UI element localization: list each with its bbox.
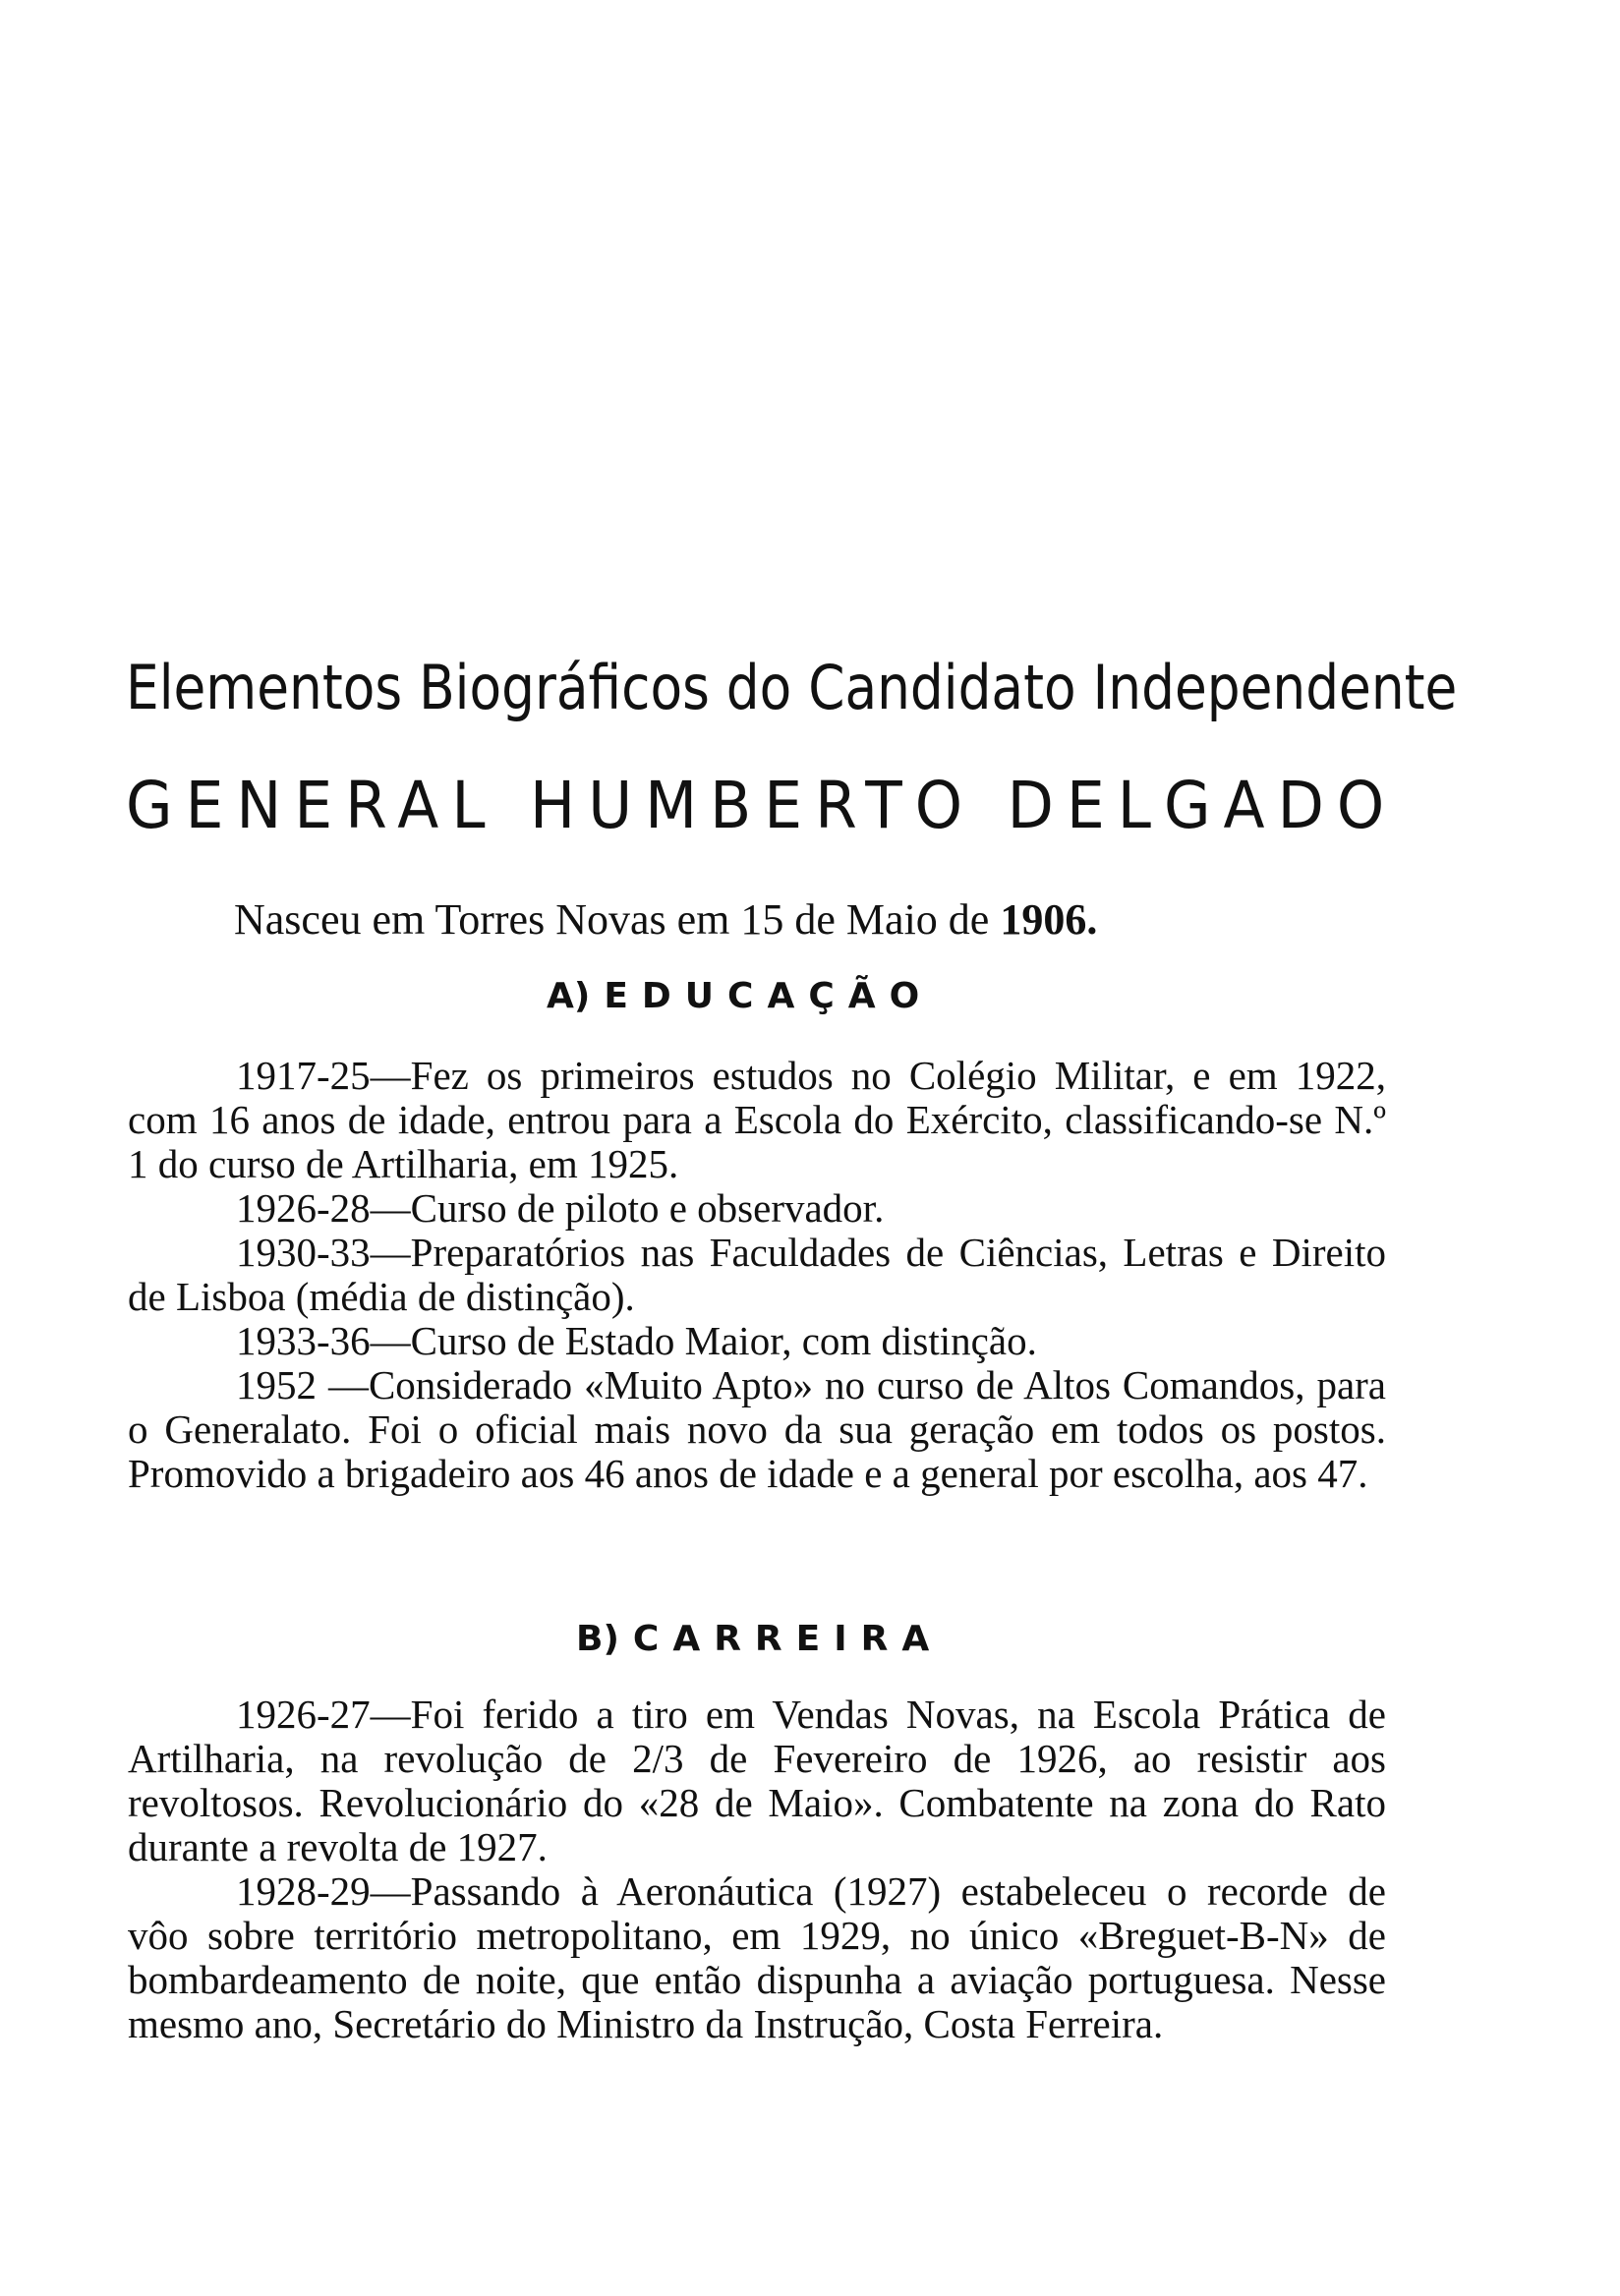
birth-text: Nasceu em Torres Novas em 15 de Maio de: [234, 895, 1001, 944]
education-entry: 1926-28—Curso de piloto e observador.: [236, 1185, 885, 1231]
section-heading-carreira: [576, 1616, 943, 1663]
education-entry: 1933-36—Curso de Estado Maior, com distinção.: [236, 1318, 1037, 1363]
career-entry: 1926-27—Foi ferido a tiro em Vendas Novas, na Escola Prática de Artilharia, na revolução de 2/3 de Fevereiro de 1926, ao resistir aos revoltosos. Revolucionário do «28 de Maio». Combatente na zona do Rato durante a revolta de 1927.: [128, 1692, 1386, 1869]
section-title: CARREIRA: [632, 1619, 944, 1659]
candidate-name: GENERAL HUMBERTO DELGADO: [126, 768, 1398, 843]
section-educacao-body: [128, 1054, 1386, 1496]
education-entry: 1930-33—Preparatórios nas Faculdades de Ciências, Letras e Direito de Lisboa (média de distinção).: [128, 1230, 1386, 1319]
section-title: EDUCAÇÃO: [604, 976, 934, 1016]
section-letter: B): [576, 1619, 619, 1659]
document-title: Elementos Biográficos do Candidato Independente: [126, 652, 1458, 723]
section-heading-educacao: [547, 973, 933, 1020]
education-entry: 1917-25—Fez os primeiros estudos no Colégio Militar, e em 1922, com 16 anos de idade, entrou para a Escola do Exército, classificando-se N.º 1 do curso de Artilharia, em 1925.: [128, 1053, 1386, 1186]
section-letter: A): [547, 976, 591, 1016]
education-entry: 1952 —Considerado «Muito Apto» no curso de Altos Comandos, para o Generalato. Foi o oficial mais novo da sua geração em todos os postos. Promovido a brigadeiro aos 46 anos de idade e a general por escolha, aos 47.: [128, 1362, 1386, 1496]
birth-statement: [234, 892, 1097, 947]
birth-year: 1906.: [1000, 895, 1098, 944]
career-entry: 1928-29—Passando à Aeronáutica (1927) estabeleceu o recorde de vôo sobre território metropolitano, em 1929, no único «Breguet-B-N» de bombardeamento de noite, que então dispunha a aviação portuguesa. Nesse mesmo ano, Secretário do Ministro da Instrução, Costa Ferreira.: [128, 1868, 1386, 2046]
section-carreira-body: [128, 1693, 1386, 2046]
